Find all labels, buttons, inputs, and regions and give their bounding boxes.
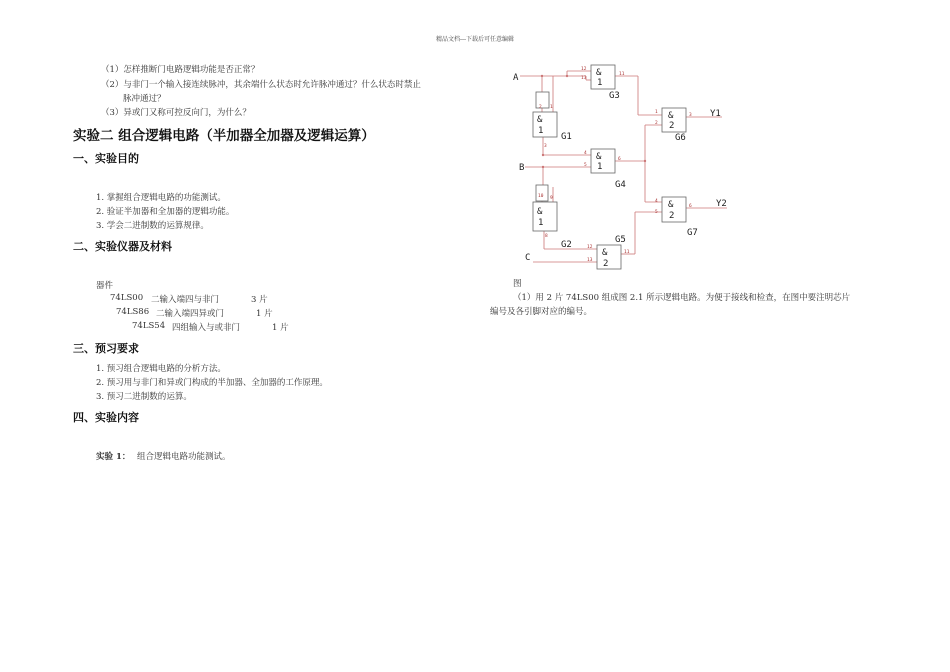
experiment-title: 实验二 组合逻辑电路（半加器全加器及逻辑运算） [73,128,375,144]
pin-number: 5 [584,163,587,168]
gate-g6-number: 2 [669,121,675,131]
pin-number: 9 [550,196,553,201]
input-c-label: C [525,253,531,263]
equipment-label: 器件 [96,281,114,291]
pin-number: 6 [689,204,692,209]
pin-number: 6 [618,157,621,162]
gate-g6-symbol: & [668,111,674,121]
gate-g3-number: 1 [597,78,603,88]
pin-number: 1 [655,110,658,115]
right-paragraph-line-2: 编号及各引脚对应的编号。 [490,307,593,317]
input-b-label: B [519,163,525,173]
pin-number: 11 [624,250,630,255]
gate-g5-number: 2 [603,259,609,269]
equipment-row-1-desc: 二输入端四与非门 [151,295,220,305]
gate-g3-label: G3 [609,91,620,101]
question-2-cont: 脉冲通过？ [123,94,166,104]
pin-number: 12 [587,245,593,250]
experiment-1-text: 组合逻辑电路功能测试。 [137,452,231,462]
section-equipment-heading: 二、实验仪器及材料 [73,240,172,253]
question-2: （2）与非门一个输入接连续脉冲，其余端什么状态时允许脉冲通过？什么状态时禁止 [101,80,421,90]
figure-caption: 图 [513,279,522,289]
logic-circuit-diagram [505,55,750,275]
section-content-heading: 四、实验内容 [73,411,139,424]
pin-number: 4 [655,199,658,204]
output-y2-label: Y2 [716,199,727,209]
equipment-row-1-qty: 3 片 [251,295,268,305]
pin-number: 1 [550,105,553,110]
question-1: （1）怎样推断门电路逻辑功能是否正常？ [101,65,260,75]
connector-box [536,92,549,108]
right-paragraph-line-1: （1）用 2 片 74LS00 组成图 2.1 所示逻辑电路。为便于接线和检查，在图中要注明芯片 [513,293,851,303]
section-purpose-heading: 一、实验目的 [73,152,139,165]
gate-g7-number: 2 [669,211,675,221]
question-3: （3）异或门又称可控反向门，为什么？ [101,108,251,118]
pin-number: 13 [581,76,587,81]
gate-g5-label: G5 [615,235,626,245]
purpose-item-2: 2. 验证半加器和全加器的逻辑功能。 [96,207,235,217]
pin-number: 10 [538,194,544,199]
pin-number: 12 [581,67,587,72]
pin-number: 4 [584,151,587,156]
prep-item-1: 1. 预习组合逻辑电路的分析方法。 [96,364,226,374]
purpose-item-3: 3. 学会二进制数的运算规律。 [96,221,209,231]
pin-number: 11 [619,72,625,77]
gate-g3 [591,65,615,89]
prep-item-2: 2. 预习用与非门和异或门构成的半加器、全加器的工作原理。 [96,378,328,388]
pin-number: 8 [545,234,548,239]
gate-g4-number: 1 [597,162,603,172]
gate-g7-symbol: & [668,200,674,210]
gate-g5-symbol: & [602,248,608,258]
prep-item-3: 3. 预习二进制数的运算。 [96,392,192,402]
experiment-1-label: 实验 1： [96,452,131,462]
pin-number: 13 [587,258,593,263]
gate-g7-label: G7 [687,228,698,238]
gate-g4-symbol: & [596,152,602,162]
equipment-row-2-qty: 1 片 [256,309,273,319]
pin-number: 2 [655,121,658,126]
page-header: 精品文档---下载后可任意编辑 [435,36,515,43]
gate-g3-symbol: & [596,68,602,78]
output-y1-label: Y1 [710,109,721,119]
gate-g1-number: 1 [538,126,544,136]
gate-g4-label: G4 [615,180,626,190]
equipment-row-3-qty: 1 片 [272,323,289,333]
pin-number: 3 [544,144,547,149]
equipment-row-1-chip: 74LS00 [110,293,144,303]
gate-g2-symbol: & [537,207,543,217]
input-a-label: A [513,73,519,83]
purpose-item-1: 1. 掌握组合逻辑电路的功能测试。 [96,193,226,203]
equipment-row-3-desc: 四组输入与或非门 [172,323,241,333]
equipment-row-2-chip: 74LS86 [116,307,150,317]
section-prep-heading: 三、预习要求 [73,342,139,355]
gate-g4 [591,149,615,173]
pin-number: 3 [689,113,692,118]
gate-g1-symbol: & [537,115,543,125]
gate-g2-number: 1 [538,218,544,228]
gate-g1-label: G1 [561,132,572,142]
equipment-row-2-desc: 二输入端四异或门 [156,309,225,319]
pin-number: 5 [655,210,658,215]
gate-g2-label: G2 [561,240,572,250]
gate-g6-label: G6 [675,133,686,143]
equipment-row-3-chip: 74LS54 [132,321,166,331]
gate-g5 [597,245,621,269]
pin-number: 2 [539,105,542,110]
